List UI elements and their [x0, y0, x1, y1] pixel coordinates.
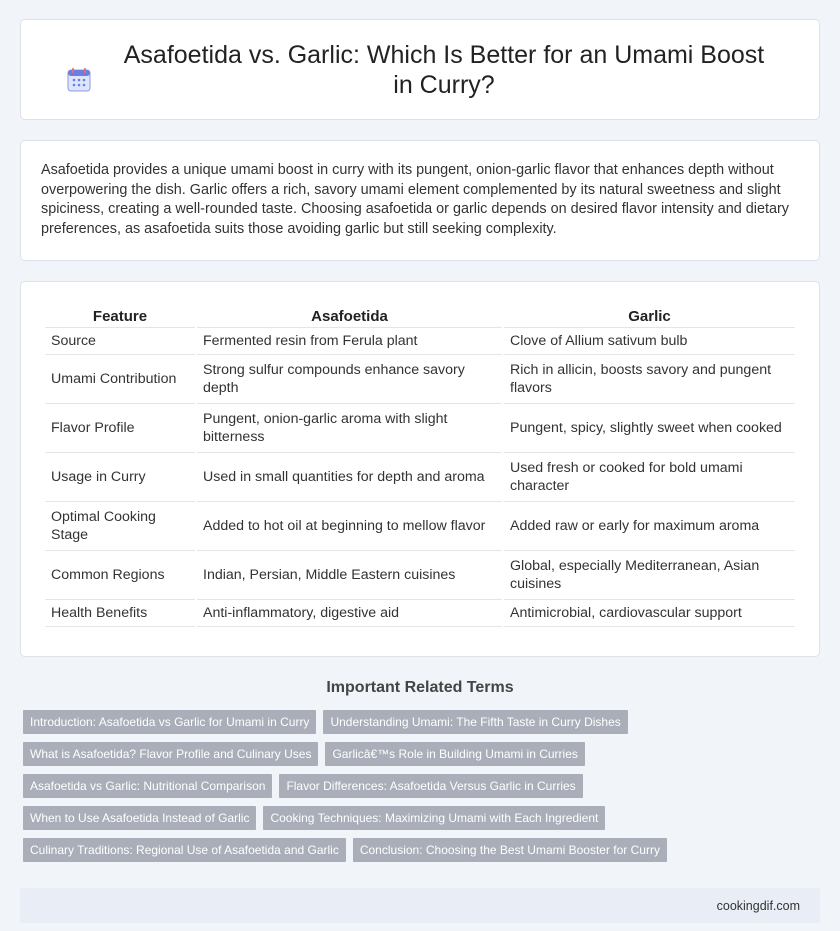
- table-cell: Indian, Persian, Middle Eastern cuisines: [197, 551, 502, 600]
- table-cell: Global, especially Mediterranean, Asian cuisines: [504, 551, 795, 600]
- related-term-tag[interactable]: Asafoetida vs Garlic: Nutritional Comparison: [23, 774, 272, 798]
- table-cell: Antimicrobial, cardiovascular support: [504, 600, 795, 627]
- table-cell: Source: [45, 328, 195, 355]
- header-card: [20, 19, 820, 120]
- table-cell: Added to hot oil at beginning to mellow flavor: [197, 502, 502, 551]
- table-row: [45, 453, 795, 502]
- table-cell: Optimal Cooking Stage: [45, 502, 195, 551]
- summary-text: Asafoetida provides a unique umami boost in curry with its pungent, onion-garlic flavor that enhances depth without overpowering the dish. Garlic offers a rich, savory umami element complemented by its natural sweetness and slight spiciness, creating a well-rounded taste. Choosing asafoetida or garlic depends on desired flavor intensity and dietary preferences, as asafoetida suits those avoiding garlic but still seeking complexity.: [41, 162, 789, 237]
- comparison-table-card: [20, 281, 820, 657]
- related-term-tag[interactable]: Conclusion: Choosing the Best Umami Booster for Curry: [353, 838, 667, 862]
- table-cell: Used fresh or cooked for bold umami character: [504, 453, 795, 502]
- footer-site-name: cookingdif.com: [716, 898, 800, 913]
- related-term-tag[interactable]: Introduction: Asafoetida vs Garlic for Umami in Curry: [23, 710, 316, 734]
- related-term-tag[interactable]: What is Asafoetida? Flavor Profile and Culinary Uses: [23, 742, 318, 766]
- table-cell: Strong sulfur compounds enhance savory depth: [197, 355, 502, 404]
- related-term-tag[interactable]: When to Use Asafoetida Instead of Garlic: [23, 806, 256, 830]
- header-asafoetida: Asafoetida: [197, 304, 502, 328]
- related-term-tag[interactable]: Culinary Traditions: Regional Use of Asafoetida and Garlic: [23, 838, 346, 862]
- table-cell: Rich in allicin, boosts savory and pungent flavors: [504, 355, 795, 404]
- table-cell: Pungent, spicy, slightly sweet when cooked: [504, 404, 795, 453]
- table-row: [45, 600, 795, 627]
- page-title: Asafoetida vs. Garlic: Which Is Better for an Umami Boost in Curry?: [123, 40, 765, 99]
- table-cell: Pungent, onion-garlic aroma with slight bitterness: [197, 404, 502, 453]
- footer: [20, 888, 820, 923]
- table-row: [45, 551, 795, 600]
- header-garlic: Garlic: [504, 304, 795, 328]
- related-term-tag[interactable]: Cooking Techniques: Maximizing Umami with Each Ingredient: [263, 806, 605, 830]
- table-header-row: [45, 304, 795, 328]
- calendar-icon: [66, 40, 114, 98]
- table-cell: Used in small quantities for depth and aroma: [197, 453, 502, 502]
- table-cell: Usage in Curry: [45, 453, 195, 502]
- related-term-tag[interactable]: Understanding Umami: The Fifth Taste in Curry Dishes: [323, 710, 627, 734]
- header-feature: Feature: [45, 304, 195, 328]
- table-cell: Added raw or early for maximum aroma: [504, 502, 795, 551]
- table-cell: Clove of Allium sativum bulb: [504, 328, 795, 355]
- table-cell: Umami Contribution: [45, 355, 195, 404]
- summary-card: [20, 140, 820, 261]
- table-row: [45, 355, 795, 404]
- table-row: [45, 502, 795, 551]
- related-terms-list: [23, 710, 820, 870]
- table-cell: Flavor Profile: [45, 404, 195, 453]
- table-cell: Common Regions: [45, 551, 195, 600]
- comparison-table: [43, 304, 797, 627]
- table-cell: Anti-inflammatory, digestive aid: [197, 600, 502, 627]
- related-terms-title: Important Related Terms: [326, 679, 514, 696]
- table-cell: Health Benefits: [45, 600, 195, 627]
- related-term-tag[interactable]: Flavor Differences: Asafoetida Versus Garlic in Curries: [279, 774, 582, 798]
- related-term-tag[interactable]: Garlicâ€™s Role in Building Umami in Curries: [325, 742, 584, 766]
- table-row: [45, 404, 795, 453]
- table-cell: Fermented resin from Ferula plant: [197, 328, 502, 355]
- table-row: [45, 328, 795, 355]
